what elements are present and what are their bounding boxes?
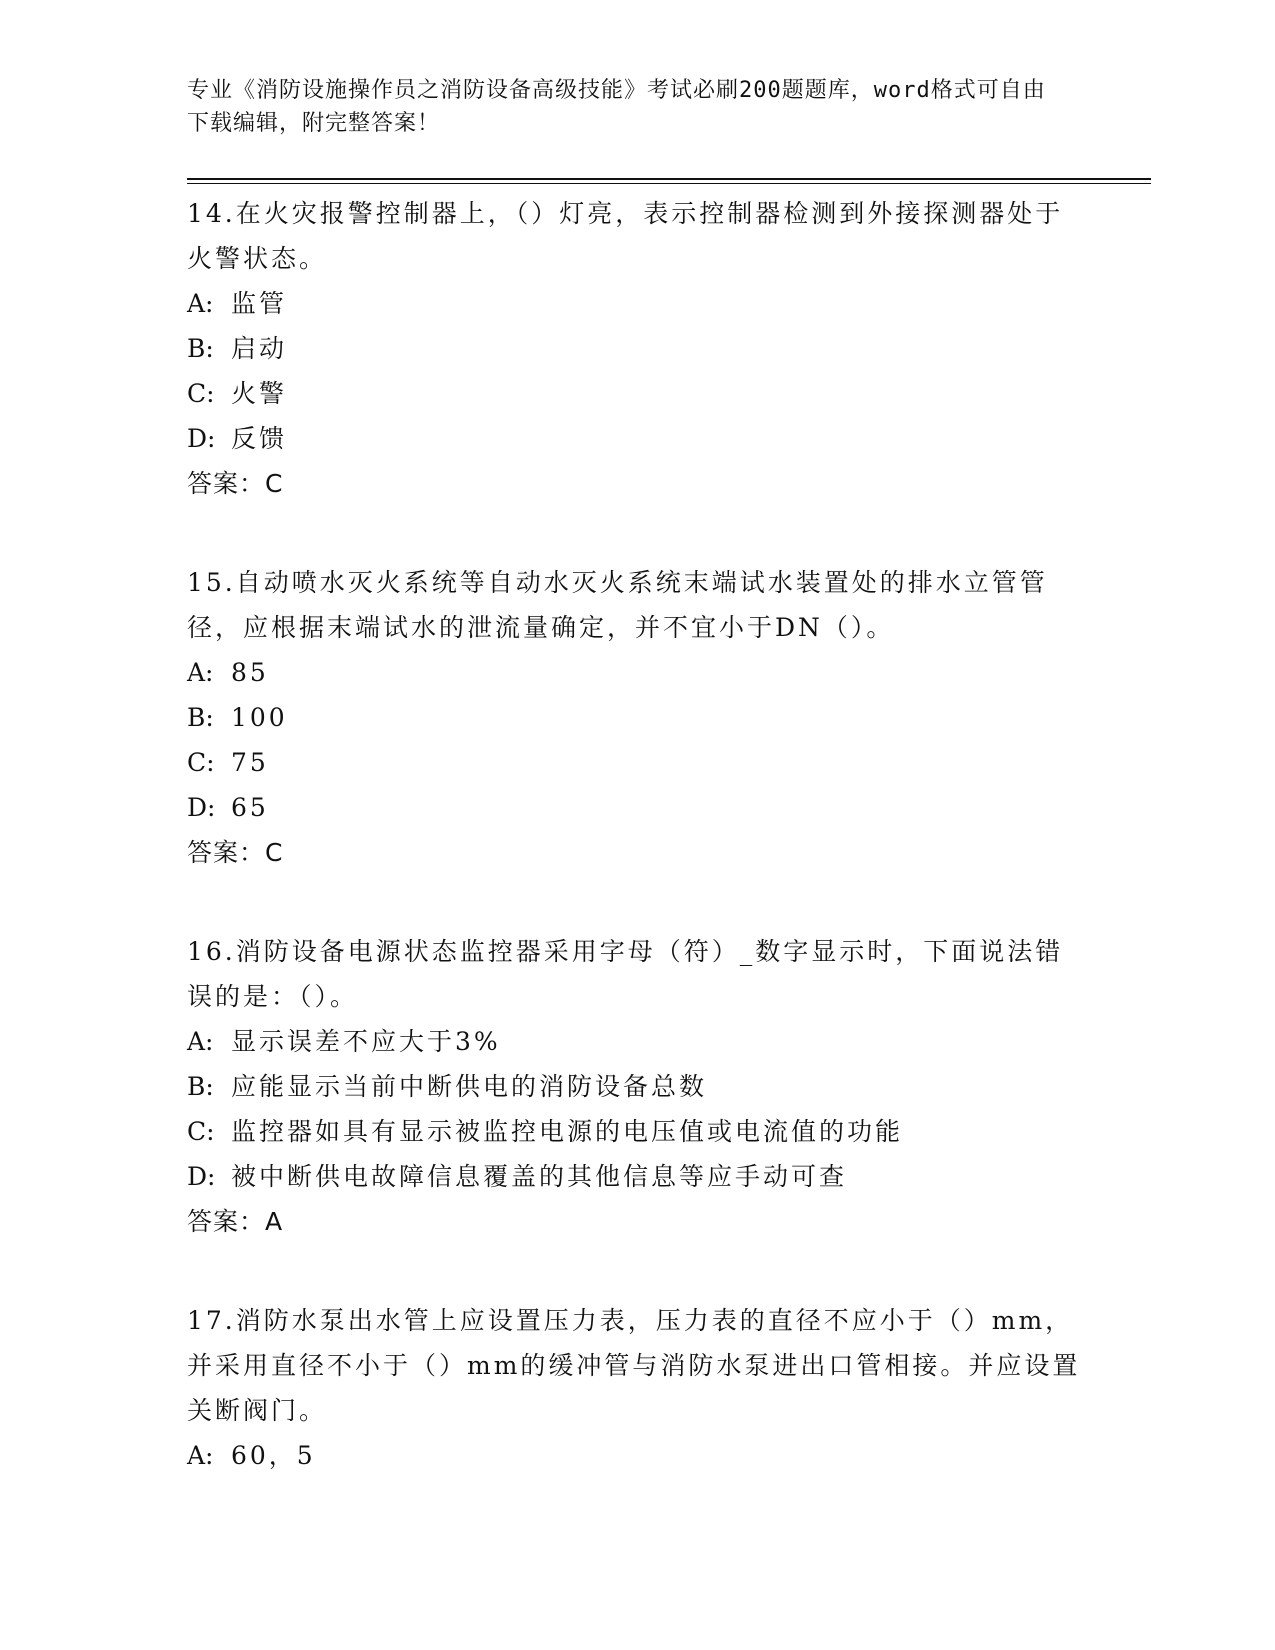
question-stem: 16.消防设备电源状态监控器采用字母（符）_数字显示时，下面说法错误的是：（）。 — [187, 937, 1064, 1011]
question-list — [187, 191, 1087, 1532]
question-stem: 14.在火灾报警控制器上，（）灯亮，表示控制器检测到外接探测器处于火警状态。 — [187, 199, 1064, 273]
option-c — [187, 740, 1087, 785]
question-16 — [187, 929, 1087, 1244]
option-a — [187, 1019, 1087, 1064]
option-text: 显示误差不应大于3% — [231, 1027, 501, 1056]
question-stem: 15.自动喷水灭火系统等自动水灭火系统末端试水装置处的排水立管管径，应根据末端试水的泄流量确定，并不宜小于DN（）。 — [187, 568, 1048, 642]
option-letter: C: — [187, 379, 215, 408]
option-letter: D: — [187, 793, 216, 822]
option-c — [187, 1109, 1087, 1154]
question-14 — [187, 191, 1087, 506]
header-rule-thick — [187, 178, 1151, 180]
option-d — [187, 785, 1087, 830]
option-text: 65 — [231, 793, 269, 822]
question-stem: 17.消防水泵出水管上应设置压力表，压力表的直径不应小于（）mm，并采用直径不小于（）mm的缓冲管与消防水泵进出口管相接。并应设置关断阀门。 — [187, 1306, 1081, 1425]
option-text: 反馈 — [231, 424, 288, 453]
option-letter: B: — [187, 703, 214, 732]
answer: 答案：C — [187, 838, 284, 867]
option-letter: A: — [187, 1027, 214, 1056]
option-letter: C: — [187, 748, 215, 777]
option-letter: D: — [187, 424, 216, 453]
option-text: 应能显示当前中断供电的消防设备总数 — [231, 1072, 708, 1101]
option-text: 启动 — [231, 334, 288, 363]
header-rule-thin — [187, 183, 1151, 184]
question-15 — [187, 560, 1087, 875]
option-letter: B: — [187, 334, 214, 363]
option-a — [187, 281, 1087, 326]
option-letter: A: — [187, 658, 214, 687]
option-text: 60，5 — [231, 1441, 316, 1470]
answer: 答案：C — [187, 469, 284, 498]
option-text: 85 — [231, 658, 269, 687]
option-a — [187, 650, 1087, 695]
option-letter: D: — [187, 1162, 216, 1191]
option-letter: A: — [187, 1441, 214, 1470]
answer: 答案：A — [187, 1207, 284, 1236]
option-d — [187, 1154, 1087, 1199]
option-letter: B: — [187, 1072, 214, 1101]
option-b — [187, 695, 1087, 740]
option-d — [187, 416, 1087, 461]
option-letter: C: — [187, 1117, 215, 1146]
option-c — [187, 371, 1087, 416]
option-a — [187, 1433, 1087, 1478]
option-text: 75 — [231, 748, 269, 777]
question-17 — [187, 1298, 1087, 1478]
option-letter: A: — [187, 289, 214, 318]
option-b — [187, 326, 1087, 371]
option-text: 监管 — [231, 289, 288, 318]
option-text: 监控器如具有显示被监控电源的电压值或电流值的功能 — [231, 1117, 904, 1146]
option-text: 100 — [231, 703, 288, 732]
option-b — [187, 1064, 1087, 1109]
option-text: 火警 — [231, 379, 288, 408]
option-text: 被中断供电故障信息覆盖的其他信息等应手动可查 — [231, 1162, 848, 1191]
document-header: 专业《消防设施操作员之消防设备高级技能》考试必刷200题题库，word格式可自由下载编辑，附完整答案！ — [187, 78, 1046, 136]
